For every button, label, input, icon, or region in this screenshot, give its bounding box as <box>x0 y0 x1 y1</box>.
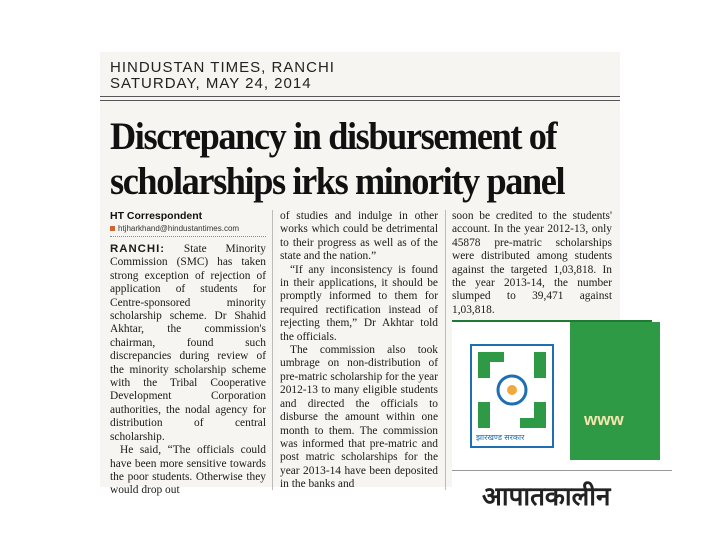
column-divider <box>272 210 273 490</box>
masthead-rule-2 <box>100 100 620 101</box>
article-column-2 <box>280 210 438 492</box>
masthead-rule <box>100 96 620 97</box>
paragraph: “If any inconsistency is found in their applications, it should be promptly informed to them for required rectification instead of rejecting them,” Dr Akhtar told the officials. <box>280 263 438 343</box>
square-bullet-icon <box>110 226 115 231</box>
ad-green-panel <box>570 322 660 460</box>
newspaper-clipping <box>100 52 624 512</box>
headline: Discrepancy in disbursement of scholarships irks minority panel <box>110 115 565 203</box>
government-advertisement <box>452 320 652 522</box>
ad-divider <box>452 470 672 471</box>
paragraph: soon be credited to the students' account. In the year 2012-13, only 45878 pre-matric scholarships were distributed among students against the targeted 1,03,818. In the year 2013-14, the number slumped to 39,471 against 1,03,818. <box>452 210 612 316</box>
column-divider <box>445 210 446 490</box>
paragraph-text: State Minority Commission (SMC) has taken strong exception of rejection of application of students for Centre-sponsored minority scholarship scheme. Dr Shahid Akhtar, the commission's chairman, found such discrepancies during review of the minority scholarship scheme with the Tribal Cooperative Development Corporation authorities, the nodal agency for distribution of central scholarship. <box>110 243 266 443</box>
byline-author: HT Correspondent <box>110 210 203 222</box>
paragraph: The commission also took umbrage on non-distribution of pre-matric scholarship for the year 2012-13 to many eligible students and directed the officials to disburse the amount within one month to them. The commission was informed that pre-matric and post matric scholarships for the year 2013-14 have been deposited in the banks and <box>280 344 438 491</box>
ad-caption: झारखण्ड सरकार <box>476 433 525 442</box>
byline-email <box>110 223 266 234</box>
article-column-1 <box>110 210 266 498</box>
byline-email-text: htjharkhand@hindustantimes.com <box>118 224 240 233</box>
ad-url-fragment: www <box>584 410 624 429</box>
publication-name: HINDUSTAN TIMES, RANCHI <box>110 59 335 76</box>
publication-date: SATURDAY, MAY 24, 2014 <box>110 75 312 92</box>
byline-divider <box>110 236 266 237</box>
article-column-3 <box>452 210 612 317</box>
paragraph: of studies and indulge in other works which could be detrimental to their progress as well as of the state and the nation.” <box>280 210 438 263</box>
paragraph: He said, “The officials could have been more sensitive towards the poor students. Otherwise they would drop out <box>110 444 266 497</box>
dateline: RANCHI: <box>110 243 166 255</box>
masthead <box>110 60 335 92</box>
ad-bottom-text: आपातकालीन <box>482 482 611 512</box>
paragraph <box>110 243 266 444</box>
